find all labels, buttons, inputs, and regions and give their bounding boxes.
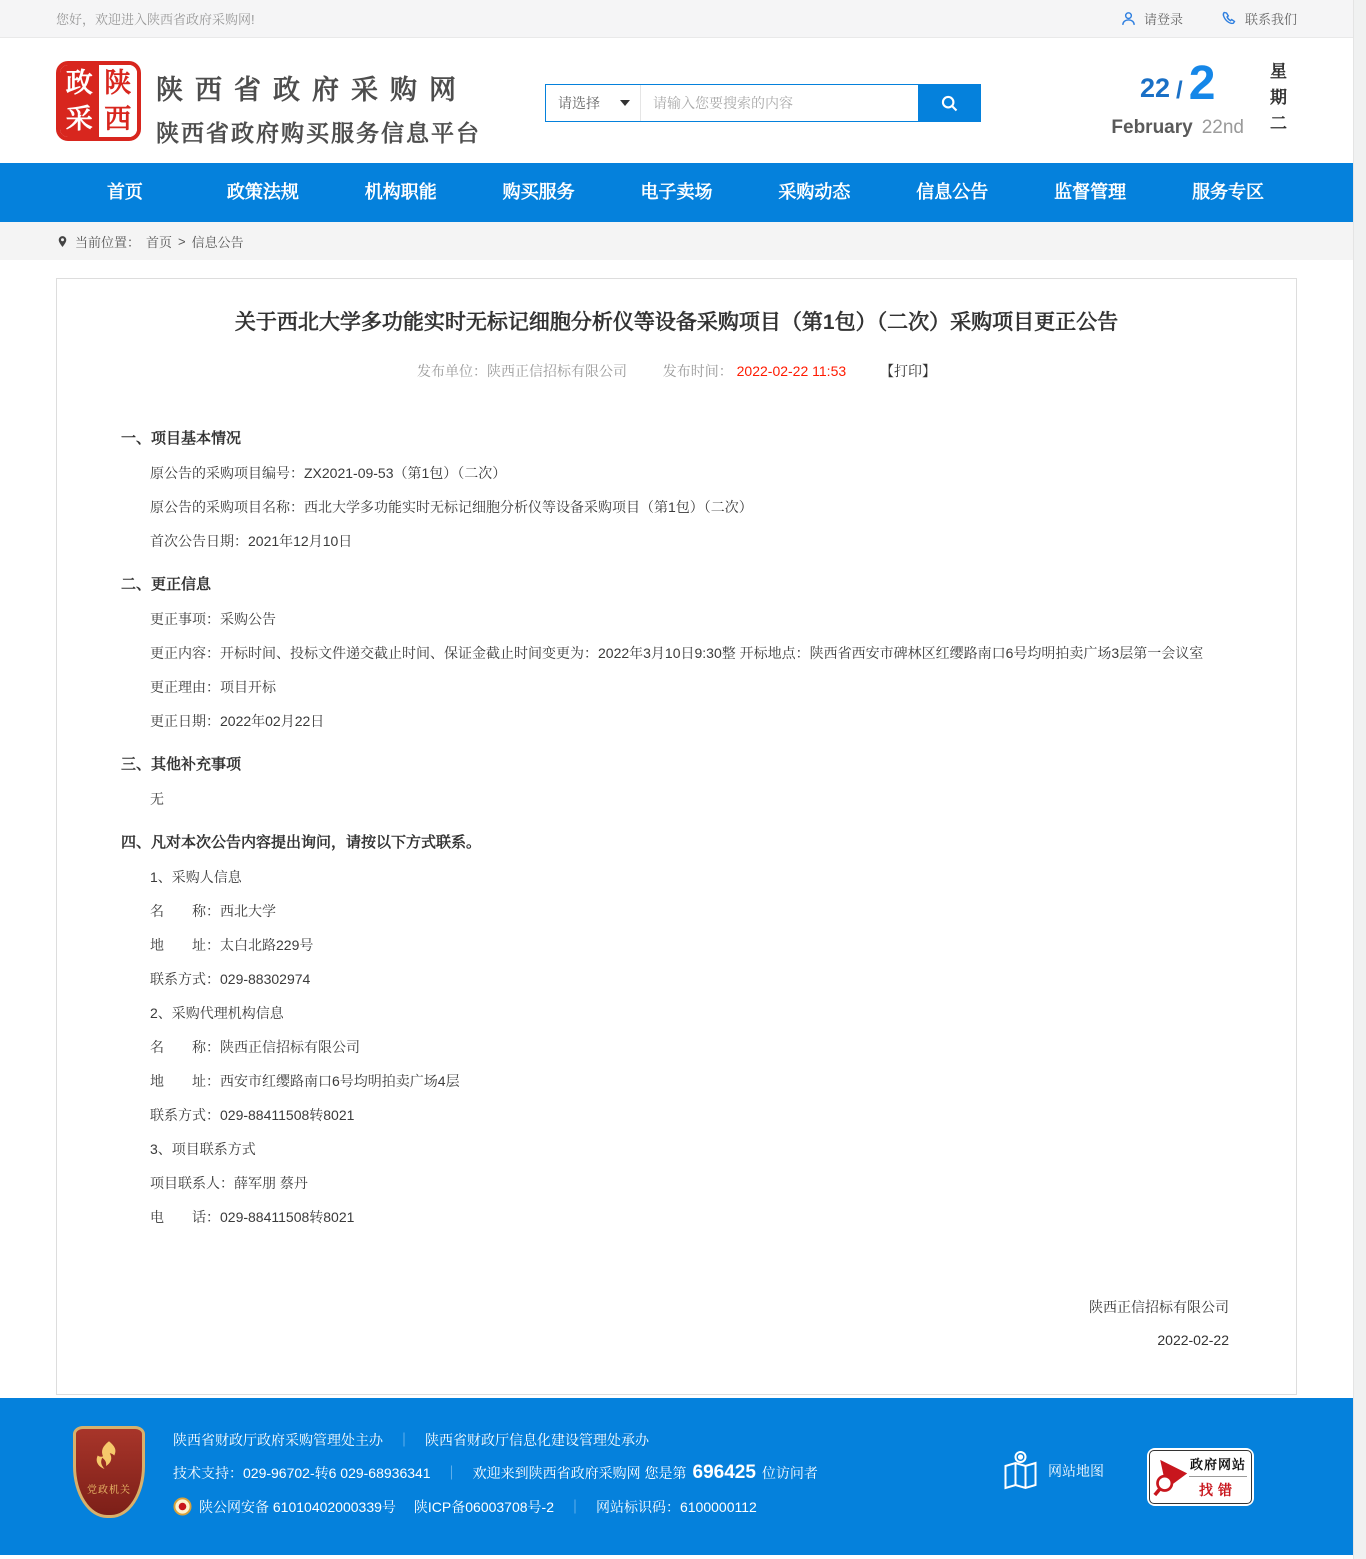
- footer-line-3: [173, 1496, 818, 1517]
- date-day: 22: [1139, 73, 1171, 103]
- section-heading: 一、项目基本情况: [121, 430, 242, 447]
- search-category-select[interactable]: [546, 85, 641, 121]
- article-meta: [57, 361, 1296, 381]
- body-line: 电 话：029-88411508转8021: [150, 1209, 355, 1225]
- nav-item-announcements[interactable]: 信息公告: [916, 182, 989, 202]
- publisher-label: 发布单位：陕西正信招标有限公司: [416, 363, 627, 379]
- footer-separator: ｜: [567, 1498, 582, 1515]
- breadcrumb-home[interactable]: 首页: [146, 234, 173, 250]
- footer-site-id: 网站标识码：6100000112: [595, 1498, 757, 1515]
- body-line: 更正理由：项目开标: [150, 679, 276, 695]
- chevron-down-icon: [620, 100, 630, 106]
- search-button[interactable]: [918, 85, 980, 121]
- publish-time-value: 2022-02-22 11:53: [736, 363, 847, 379]
- nav-item-functions[interactable]: 机构职能: [364, 182, 437, 202]
- main-nav: [0, 163, 1353, 222]
- footer-line-1: [173, 1430, 818, 1450]
- search-category-value: 请选择: [558, 95, 600, 111]
- nav-item-emall[interactable]: 电子卖场: [640, 182, 713, 202]
- site-brand: [156, 68, 481, 148]
- footer-text: [173, 1430, 818, 1517]
- body-line: 地 址：西安市红缨路南口6号均明拍卖广场4层: [150, 1073, 460, 1089]
- login-label: 请登录: [1143, 12, 1183, 27]
- body-line: 原公告的采购项目编号：ZX2021-09-53（第1包）（二次）: [150, 465, 507, 481]
- visitor-count: 696425: [692, 1462, 756, 1483]
- scrollbar[interactable]: [1353, 0, 1366, 1559]
- body-line: 更正内容：开标时间、投标文件递交截止时间、保证金截止时间变更为：2022年3月10日9:30整 开标地点：陕西省西安市碑林区红缨路南口6号均明拍卖广场3层第一会议室: [150, 645, 1204, 661]
- badge-emblem-icon: [94, 1437, 124, 1477]
- site-logo[interactable]: [56, 61, 141, 141]
- footer: [0, 1398, 1353, 1555]
- logo-char: 西: [99, 101, 138, 137]
- gov-agency-badge: [73, 1426, 145, 1518]
- welcome-text: 您好，欢迎进入陕西省政府采购网!: [56, 12, 255, 27]
- section-heading: 三、其他补充事项: [121, 756, 242, 773]
- date-weekday: 星期二: [1267, 62, 1286, 140]
- nav-item-procurement-news[interactable]: 采购动态: [778, 182, 851, 202]
- body-line: 首次公告日期：2021年12月10日: [150, 533, 353, 549]
- body-line: 原公告的采购项目名称：西北大学多功能实时无标记细胞分析仪等设备采购项目（第1包）（二次）: [150, 499, 753, 515]
- signature-date: 2022-02-22: [1157, 1332, 1229, 1348]
- footer-tech-support: 技术支持：029-96702-转6 029-68936341: [173, 1465, 431, 1481]
- body-line: 3、项目联系方式: [150, 1141, 256, 1157]
- sitemap-link[interactable]: [1002, 1450, 1104, 1492]
- user-icon: [1120, 10, 1137, 27]
- location-pin-icon: [56, 234, 69, 249]
- body-line: 2、采购代理机构信息: [150, 1005, 284, 1021]
- article-panel: [56, 278, 1297, 1395]
- footer-police-record[interactable]: 陕公网安备 61010402000339号: [199, 1498, 396, 1515]
- sitemap-map-icon: [1002, 1450, 1039, 1492]
- logo-char: 陕: [99, 65, 138, 101]
- nav-item-policies[interactable]: 政策法规: [226, 182, 299, 202]
- footer-line-2: [173, 1463, 818, 1483]
- contact-label: 联系我们: [1244, 12, 1297, 27]
- footer-visitor-text: 欢迎来到陕西省政府采购网 您是第: [472, 1465, 687, 1481]
- search-box: [545, 84, 981, 122]
- footer-visitor-suffix: 位访问者: [761, 1465, 818, 1481]
- signature-org: 陕西正信招标有限公司: [1089, 1299, 1229, 1315]
- site-subtitle: 陕西省政府购买服务信息平台: [156, 120, 481, 146]
- body-line: 联系方式：029-88302974: [150, 971, 311, 987]
- footer-undertaker: 陕西省财政厅信息化建设管理处承办: [425, 1432, 649, 1448]
- nav-item-purchase-service[interactable]: 购买服务: [502, 182, 575, 202]
- contact-link[interactable]: [1221, 9, 1297, 28]
- signature-block: [57, 1297, 1229, 1348]
- footer-separator: ｜: [444, 1465, 459, 1481]
- topbar: [0, 0, 1353, 38]
- search-icon: [939, 93, 960, 114]
- header: [0, 38, 1353, 163]
- article-body: [121, 429, 1218, 1227]
- police-badge-icon: [173, 1496, 192, 1517]
- article-title: 关于西北大学多功能实时无标记细胞分析仪等设备采购项目（第1包）（二次）采购项目更正公告: [234, 311, 1119, 334]
- logo-char: 政: [60, 65, 99, 101]
- gov-site-finderror-widget[interactable]: [1147, 1448, 1254, 1506]
- breadcrumb-separator: >: [178, 233, 186, 249]
- body-line: 名 称：陕西正信招标有限公司: [150, 1039, 360, 1055]
- nav-item-home[interactable]: 首页: [106, 182, 143, 202]
- badge-label: 党政机关: [87, 1485, 131, 1496]
- body-line: 1、采购人信息: [150, 869, 242, 885]
- site-title: 陕西省政府采购网: [156, 75, 468, 105]
- breadcrumb: [0, 222, 1353, 260]
- body-line: 更正事项：采购公告: [150, 611, 276, 627]
- nav-item-service-zone[interactable]: 服务专区: [1192, 182, 1265, 202]
- date-month-number: 2: [1188, 57, 1216, 110]
- date-month-name: February: [1111, 117, 1193, 138]
- body-line: 名 称：西北大学: [150, 903, 276, 919]
- breadcrumb-current[interactable]: 信息公告: [191, 234, 244, 250]
- finderror-magnifier-icon: [1153, 1455, 1189, 1499]
- login-link[interactable]: [1120, 9, 1183, 28]
- print-button[interactable]: 【打印】: [880, 363, 937, 379]
- body-line: 无: [150, 791, 164, 807]
- date-slash: /: [1176, 77, 1183, 104]
- section-heading: 二、更正信息: [121, 576, 212, 593]
- footer-organizer: 陕西省财政厅政府采购管理处主办: [173, 1432, 383, 1448]
- nav-item-supervision[interactable]: 监督管理: [1054, 182, 1127, 202]
- finderror-action: 找错: [1199, 1482, 1237, 1498]
- section-heading: 四、凡对本次公告内容提出询问，请按以下方式联系。: [121, 834, 482, 851]
- body-line: 联系方式：029-88411508转8021: [150, 1107, 355, 1123]
- logo-char: 采: [60, 101, 99, 137]
- date-day-ordinal: 22nd: [1201, 117, 1244, 138]
- finderror-title: 政府网站: [1189, 1454, 1247, 1477]
- publish-time-label: 发布时间：: [662, 363, 733, 379]
- body-line: 地 址：太白北路229号: [150, 937, 314, 953]
- footer-separator: ｜: [397, 1432, 411, 1448]
- phone-icon: [1221, 10, 1238, 27]
- search-input[interactable]: [641, 85, 918, 121]
- breadcrumb-label: 当前位置：: [75, 234, 141, 250]
- body-line: 更正日期：2022年02月22日: [150, 713, 325, 729]
- sitemap-label: 网站地图: [1048, 1463, 1104, 1479]
- body-line: 项目联系人：薛军朋 蔡丹: [150, 1175, 308, 1191]
- footer-icp-record[interactable]: 陕ICP备06003708号-2: [413, 1498, 554, 1515]
- date-widget: [1111, 57, 1289, 164]
